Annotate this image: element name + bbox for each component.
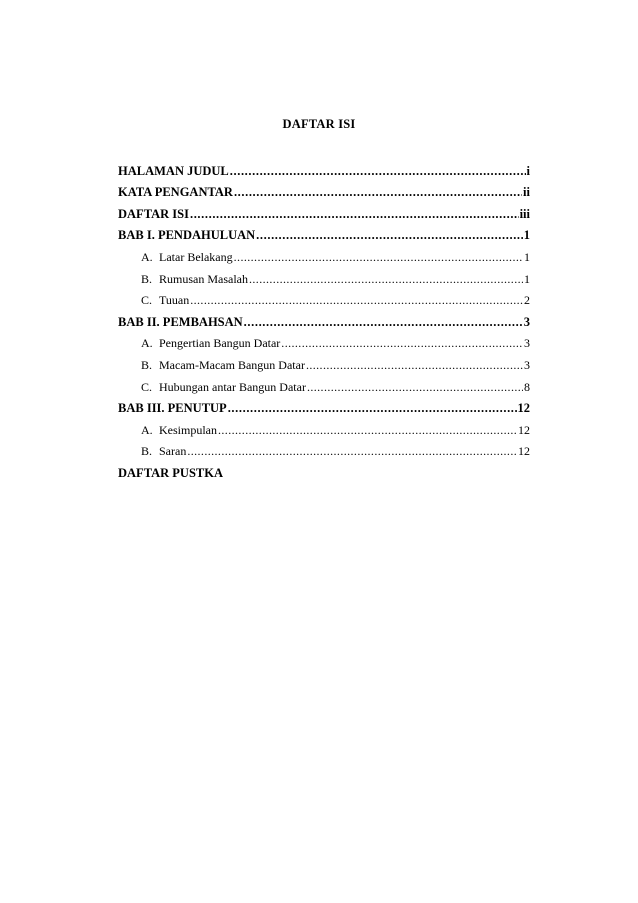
toc-entry-label: Macam-Macam Bangun Datar xyxy=(159,357,305,372)
toc-subentry xyxy=(118,287,530,309)
toc-entry xyxy=(118,179,530,201)
toc-subentry-marker: A. xyxy=(141,422,153,437)
toc-subentry xyxy=(118,416,530,438)
dot-leader xyxy=(218,422,517,438)
dot-leader xyxy=(256,227,523,243)
toc-page-number: 12 xyxy=(518,422,530,437)
toc-entry-label: Rumusan Masalah xyxy=(159,271,248,286)
toc-entry-label: Latar Belakang xyxy=(159,249,233,264)
toc-page-number: 8 xyxy=(524,379,530,394)
dot-leader xyxy=(249,271,523,287)
table-of-contents xyxy=(118,157,530,481)
toc-entry-label: DAFTAR PUSTKA xyxy=(118,465,223,480)
toc-page-number: 2 xyxy=(524,293,530,308)
toc-page-number: 3 xyxy=(524,357,530,372)
dot-leader xyxy=(244,314,523,330)
toc-subentry-marker: A. xyxy=(141,336,153,351)
toc-entry xyxy=(118,200,530,222)
toc-subentry-marker: B. xyxy=(141,357,153,372)
toc-page-number: ii xyxy=(523,185,530,200)
toc-subentry xyxy=(118,351,530,373)
dot-leader xyxy=(230,163,526,179)
toc-entry xyxy=(118,222,530,244)
toc-page-number: 3 xyxy=(524,336,530,351)
toc-page-number: iii xyxy=(519,206,530,221)
toc-subentry xyxy=(118,330,530,352)
toc-subentry xyxy=(118,243,530,265)
toc-entry xyxy=(118,395,530,417)
toc-subentry-marker: C. xyxy=(141,293,153,308)
toc-entry-label: Kesimpulan xyxy=(159,422,217,437)
dot-leader xyxy=(190,206,519,222)
toc-subentry-marker: C. xyxy=(141,379,153,394)
dot-leader xyxy=(187,443,517,459)
toc-entry-label: BAB II. PEMBAHSAN xyxy=(118,314,243,329)
toc-subentry xyxy=(118,265,530,287)
toc-entry-final xyxy=(118,459,530,481)
dot-leader xyxy=(281,335,523,351)
toc-entry-label: BAB III. PENUTUP xyxy=(118,401,227,416)
dot-leader xyxy=(234,249,523,265)
toc-entry-label: KATA PENGANTAR xyxy=(118,185,233,200)
toc-subentry-marker: A. xyxy=(141,249,153,264)
toc-subentry-marker: B. xyxy=(141,444,153,459)
toc-subentry xyxy=(118,373,530,395)
toc-subentry xyxy=(118,438,530,460)
dot-leader xyxy=(228,400,517,416)
toc-page-number: 1 xyxy=(523,228,530,243)
toc-page-number: 12 xyxy=(518,444,530,459)
dot-leader xyxy=(190,292,523,308)
toc-entry-label: Hubungan antar Bangun Datar xyxy=(159,379,306,394)
dot-leader xyxy=(306,357,523,373)
toc-page-number: 12 xyxy=(517,401,530,416)
toc-entry xyxy=(118,308,530,330)
toc-page-number: i xyxy=(526,163,530,178)
toc-page-number: 3 xyxy=(523,314,530,329)
page-title: DAFTAR ISI xyxy=(282,117,356,131)
dot-leader xyxy=(307,379,523,395)
toc-entry-label: HALAMAN JUDUL xyxy=(118,163,229,178)
toc-entry-label: BAB I. PENDAHULUAN xyxy=(118,228,256,243)
toc-entry xyxy=(118,157,530,179)
dot-leader xyxy=(234,184,522,200)
toc-page-number: 1 xyxy=(524,271,530,286)
toc-entry-label: Tuuan xyxy=(159,293,190,308)
toc-subentry-marker: B. xyxy=(141,271,153,286)
toc-entry-label: DAFTAR ISI xyxy=(118,206,189,221)
toc-entry-label: Saran xyxy=(159,444,187,459)
toc-entry-label: Pengertian Bangun Datar xyxy=(159,336,281,351)
toc-page-number: 1 xyxy=(524,249,530,264)
